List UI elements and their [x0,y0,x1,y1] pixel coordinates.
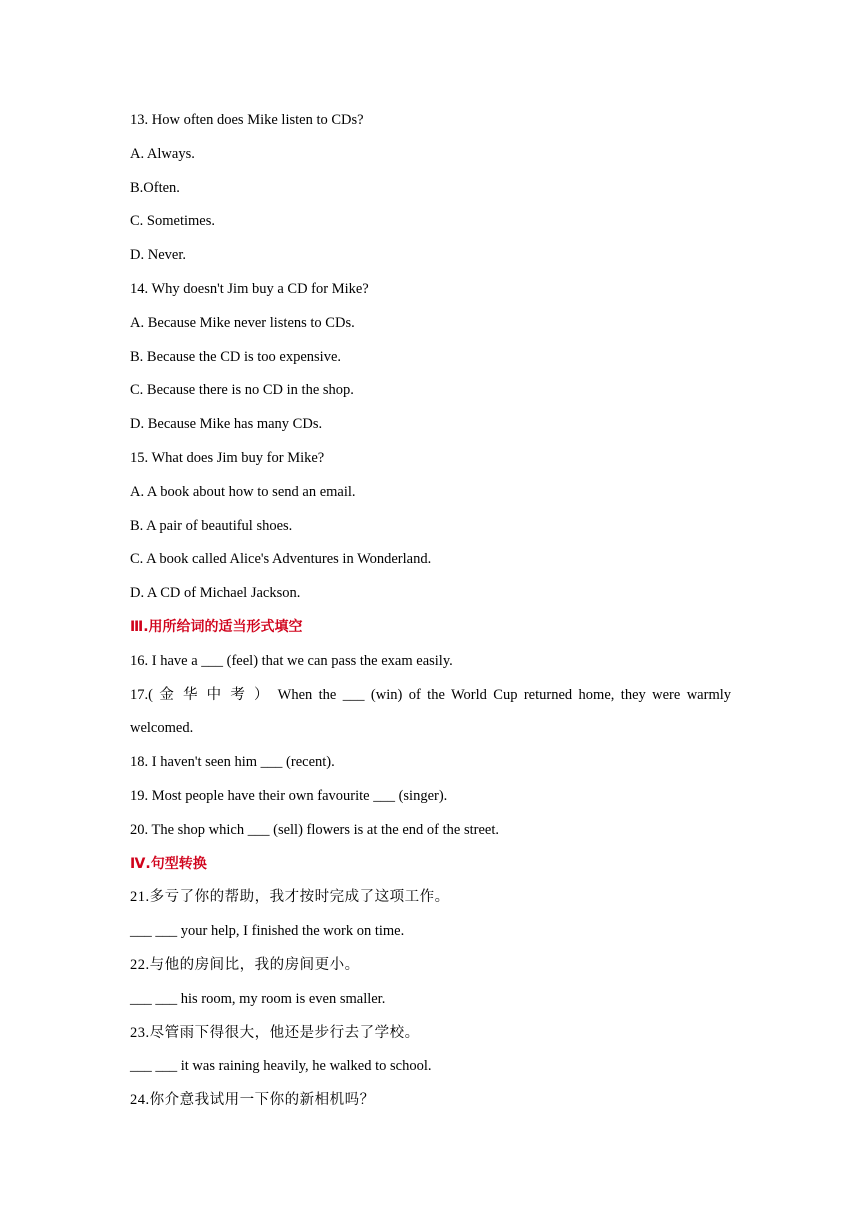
question-13: 13. How often does Mike listen to CDs? [130,112,364,128]
question-20: 20. The shop which ___ (sell) flowers is at the end of the street. [130,821,499,838]
question-23-chinese: 23.尽管雨下得很大，他还是步行去了学校。 [130,1024,420,1041]
option-13b: B.Often. [130,179,180,196]
option-13a: A. Always. [130,145,195,162]
question-15: 15. What does Jim buy for Mike? [130,449,325,466]
option-13c: C. Sometimes. [130,213,215,230]
question-16: 16. I have a ___ (feel) that we can pass the exam easily. [130,652,453,669]
option-15c: C. A book called Alice's Adventures in Wonderland. [130,551,432,568]
section-heading-iv: Ⅳ.句型转换 [130,855,207,872]
option-15a: A. A book about how to send an email. [130,483,356,500]
option-14a: A. Because Mike never listens to CDs. [130,314,355,331]
option-14b: B. Because the CD is too expensive. [130,348,342,365]
question-21-chinese: 21.多亏了你的帮助，我才按时完成了这项工作。 [130,889,450,906]
section-heading-iii: Ⅲ.用所给词的适当形式填空 [130,618,303,635]
option-15b: B. A pair of beautiful shoes. [130,517,293,534]
question-19: 19. Most people have their own favourite ___ (singer). [130,787,448,804]
question-17-continued: welcomed. [130,720,194,737]
document-page [130,104,731,1118]
option-13d: D. Never. [130,247,186,264]
question-22-chinese: 22.与他的房间比，我的房间更小。 [130,956,360,973]
question-18: 18. I haven't seen him ___ (recent). [130,754,335,771]
option-14c: C. Because there is no CD in the shop. [130,382,354,399]
question-24-chinese: 24.你介意我试用一下你的新相机吗？ [130,1092,375,1109]
option-14d: D. Because Mike has many CDs. [130,416,323,433]
question-17: 17.( 金 华 中 考 ） When the ___ (win) of the World Cup returned home, they were warmly [130,686,731,703]
question-21-english: ___ ___ your help, I finished the work on time. [130,923,405,940]
question-14: 14. Why doesn't Jim buy a CD for Mike? [130,280,369,297]
option-15d: D. A CD of Michael Jackson. [130,585,301,602]
question-22-english: ___ ___ his room, my room is even smaller. [130,990,386,1007]
question-23-english: ___ ___ it was raining heavily, he walked to school. [130,1058,432,1075]
